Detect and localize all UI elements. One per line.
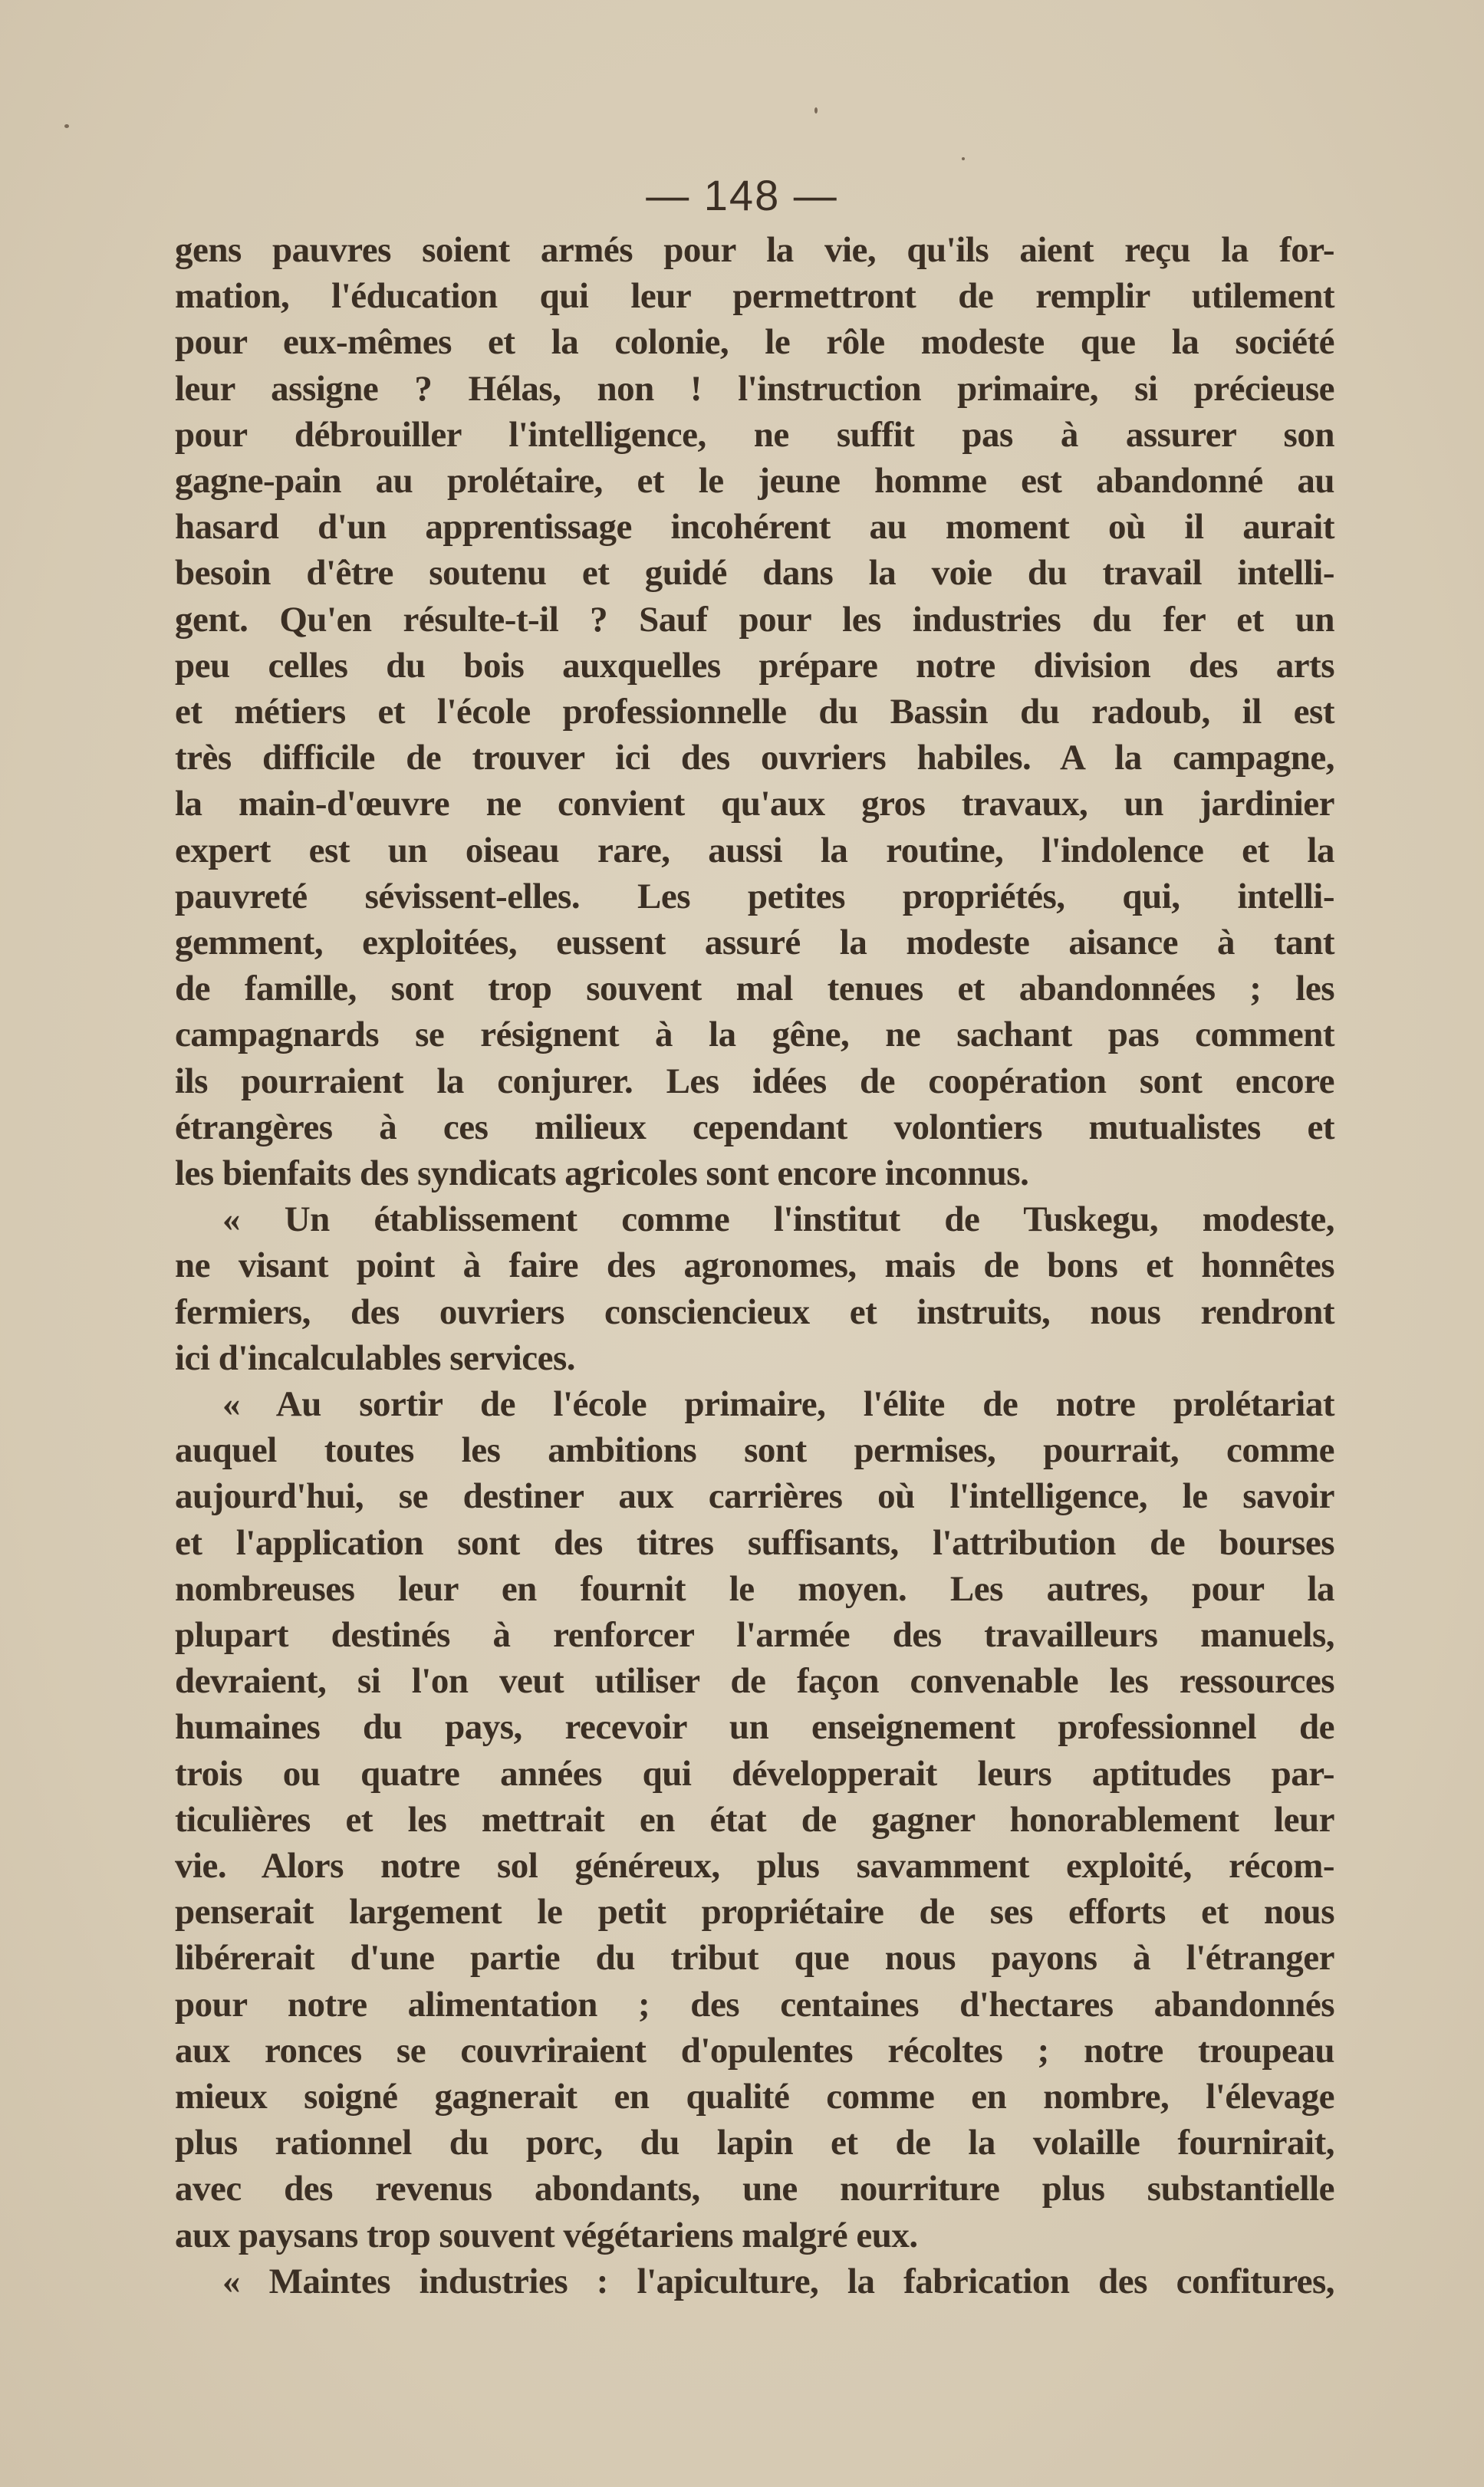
text-line: pour eux-mêmes et la colonie, le rôle modeste que la société [175, 322, 1334, 363]
text-line: auquel toutes les ambitions sont permises, pourrait, comme [175, 1430, 1334, 1471]
text-line: « Maintes industries : l'apiculture, la fabrication des confitures, [222, 2261, 1334, 2301]
text-line: vie. Alors notre sol généreux, plus savamment exploité, récom- [175, 1846, 1334, 1886]
text-line: fermiers, des ouvriers consciencieux et instruits, nous rendront [175, 1291, 1334, 1332]
text-line: plus rationnel du porc, du lapin et de la volaille fournirait, [175, 2123, 1334, 2163]
text-line: pour débrouiller l'intelligence, ne suffit pas à assurer son [175, 414, 1334, 455]
text-line: « Un établissement comme l'institut de Tuskegu, modeste, [222, 1199, 1334, 1240]
text-line: gemment, exploitées, eussent assuré la modeste aisance à tant [175, 923, 1334, 962]
text-line: ici d'incalculables services. [175, 1337, 576, 1378]
text-line: très difficile de trouver ici des ouvriers habiles. A la campagne, [175, 738, 1334, 778]
text-line: libérerait d'une partie du tribut que nous payons à l'étranger [175, 1938, 1334, 1979]
text-line: de famille, sont trop souvent mal tenues et abandonnées ; les [175, 969, 1334, 1009]
text-line: peu celles du bois auxquelles prépare notre division des arts [175, 645, 1334, 686]
text-line: gent. Qu'en résulte-t-il ? Sauf pour les industries du fer et un [175, 599, 1334, 640]
text-line: aux ronces se couvriraient d'opulentes récoltes ; notre troupeau [175, 2030, 1334, 2071]
text-line: la main-d'œuvre ne convient qu'aux gros travaux, un jardinier [175, 784, 1334, 824]
text-line: expert est un oiseau rare, aussi la routine, l'indolence et la [175, 830, 1334, 870]
text-line: leur assigne ? Hélas, non ! l'instruction primaire, si précieuse [175, 368, 1334, 409]
text-line: et métiers et l'école professionnelle du Bassin du radoub, il est [175, 692, 1334, 732]
text-line: humaines du pays, recevoir un enseignement professionnel de [175, 1707, 1334, 1748]
text-line: pour notre alimentation ; des centaines d'hectares abandonnés [175, 1984, 1334, 2025]
text-line: gagne-pain au prolétaire, et le jeune homme est abandonné au [175, 461, 1334, 501]
text-line: trois ou quatre années qui développerait leurs aptitudes par- [175, 1753, 1334, 1794]
text-line: aujourd'hui, se destiner aux carrières où l'intelligence, le savoir [175, 1476, 1334, 1517]
text-line: et l'application sont des titres suffisants, l'attribution de bourses [175, 1522, 1334, 1563]
text-line: penserait largement le petit propriétaire de ses efforts et nous [175, 1892, 1334, 1933]
text-line: devraient, si l'on veut utiliser de façon convenable les ressources [175, 1661, 1334, 1702]
text-line: « Au sortir de l'école primaire, l'élite de notre prolétariat [222, 1384, 1334, 1424]
text-line: nombreuses leur en fournit le moyen. Les autres, pour la [175, 1568, 1334, 1609]
text-line: mieux soigné gagnerait en qualité comme en nombre, l'élevage [175, 2077, 1334, 2117]
text-line: pauvreté sévissent-elles. Les petites propriétés, qui, intelli- [175, 876, 1334, 916]
text-line: ticulières et les mettrait en état de gagner honorablement leur [175, 1799, 1334, 1840]
page-number: — 148 — [646, 171, 838, 219]
text-line: campagnards se résignent à la gêne, ne sachant pas comment [175, 1015, 1334, 1055]
scan-speck [64, 124, 69, 128]
text-line: aux paysans trop souvent végétariens malgré eux. [175, 2215, 918, 2255]
scan-speck [814, 107, 818, 113]
text-line: étrangères à ces milieux cependant volontiers mutualistes et [175, 1107, 1334, 1147]
text-line: plupart destinés à renforcer l'armée des travailleurs manuels, [175, 1615, 1334, 1655]
text-line: mation, l'éducation qui leur permettront de remplir utilement [175, 276, 1334, 317]
text-line: gens pauvres soient armés pour la vie, qu'ils aient reçu la for- [175, 230, 1334, 270]
text-line: besoin d'être soutenu et guidé dans la voie du travail intelli- [175, 553, 1334, 594]
text-line: ils pourraient la conjurer. Les idées de coopération sont encore [175, 1061, 1334, 1101]
text-line: ne visant point à faire des agronomes, mais de bons et honnêtes [175, 1245, 1334, 1286]
scan-speck [962, 157, 965, 160]
text-line: hasard d'un apprentissage incohérent au moment où il aurait [175, 507, 1334, 548]
text-line: les bienfaits des syndicats agricoles sont encore inconnus. [175, 1153, 1029, 1193]
text-line: avec des revenus abondants, une nourriture plus substantielle [175, 2169, 1334, 2209]
